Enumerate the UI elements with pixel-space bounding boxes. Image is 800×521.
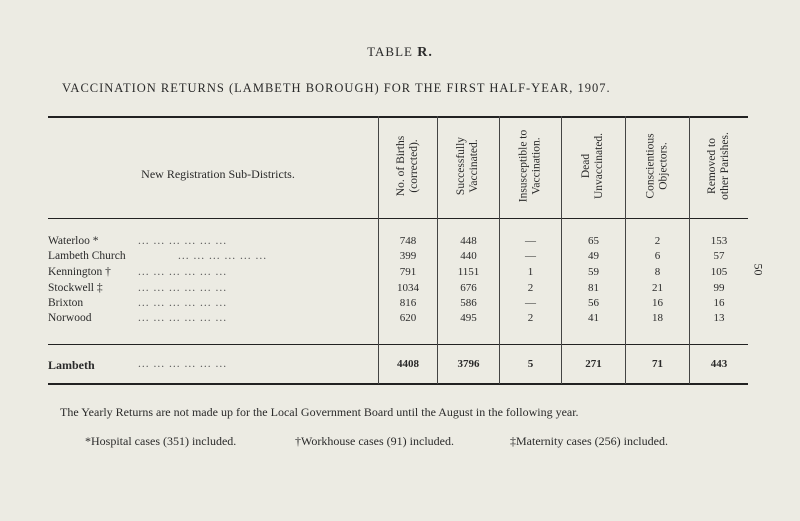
column-header-objectors [626,116,689,216]
column-header-text: Successfully Vaccinated. [455,136,481,196]
leader-dots: ... ... ... ... ... ... [138,282,228,294]
total-name: Lambeth [48,358,95,372]
leader-dots: ... ... ... ... ... ... [138,297,228,309]
cell-dead: 49 [588,250,599,262]
header-bottom-rule [48,218,748,219]
cell-dead: 59 [588,266,599,278]
cell-births: 399 [399,250,417,262]
column-header-births [379,116,437,216]
table-row [48,282,748,296]
cell-objectors: 16 [652,297,663,309]
district-header: New Registration Sub-Districts. [141,167,295,181]
cell-insusceptible: — [525,250,536,262]
total-top-rule [48,344,748,345]
cell-dead: 41 [588,312,599,324]
table-row [48,250,748,264]
total-vaccinated: 3796 [457,358,480,370]
column-header-insusceptible [500,116,561,216]
column-header-dead [562,116,625,216]
leader-dots: ... ... ... ... ... ... [138,266,228,278]
cell-vaccinated: 495 [460,312,477,324]
column-header-text: No. of Births (corrected). [395,135,420,197]
column-header-text: Removed to other Parishes. [706,132,731,200]
district-name: Stockwell ‡ [48,282,103,294]
page-number: 50 [751,263,766,276]
cell-removed: 153 [710,235,728,247]
cell-insusceptible: — [525,297,536,309]
cell-objectors: 21 [652,282,663,294]
total-removed: 443 [710,358,728,370]
table-row [48,235,748,249]
cell-removed: 57 [713,250,725,262]
hospital-footnote: *Hospital cases (351) included. [85,434,237,448]
cell-vaccinated: 448 [460,235,477,247]
table-row [48,297,748,311]
workhouse-footnote: †Workhouse cases (91) included. [295,434,454,448]
cell-dead: 65 [588,235,599,247]
cell-dead: 81 [588,282,599,294]
table-title [0,44,800,61]
cell-births: 620 [399,312,417,324]
district-name: Brixton [48,297,84,309]
cell-vaccinated: 586 [460,297,477,309]
cell-insusceptible: 2 [527,312,534,324]
district-name: Waterloo * [48,235,99,247]
column-header-text: Insusceptible to Vaccination. [517,129,543,203]
column-header-removed [690,116,748,216]
cell-vaccinated: 1151 [457,266,480,278]
cell-insusceptible: — [525,235,536,247]
leader-dots: ... ... ... ... ... ... [138,312,228,324]
cell-births: 816 [399,297,417,309]
cell-births: 748 [399,235,417,247]
leader-dots: ... ... ... ... ... ... [138,235,228,247]
total-objectors: 71 [652,358,663,370]
column-header-vaccinated [438,116,499,216]
cell-dead: 56 [588,297,599,309]
column-header-text: Conscientious Objectors. [644,133,670,199]
table-title-prefix: TABLE [367,44,413,59]
cell-objectors: 8 [654,266,661,278]
cell-objectors: 18 [652,312,663,324]
leader-dots: ... ... ... ... ... ... [138,358,228,370]
cell-removed: 13 [713,312,725,324]
total-dead: 271 [585,358,602,370]
cell-births: 791 [399,266,417,278]
maternity-footnote: ‡Maternity cases (256) included. [510,434,668,448]
table-subtitle: VACCINATION RETURNS (LAMBETH BOROUGH) FOR THE FIRST HALF-YEAR, 1907. [62,81,611,95]
total-births: 4408 [397,358,419,370]
table-row [48,312,748,326]
table-row [48,266,748,280]
cell-insusceptible: 2 [527,282,534,294]
cell-insusceptible: 1 [527,266,534,278]
cell-vaccinated: 440 [460,250,477,262]
leader-dots: ... ... ... ... ... ... [178,250,268,262]
cell-removed: 99 [713,282,725,294]
cell-objectors: 2 [654,235,661,247]
cell-births: 1034 [397,282,419,294]
column-header-text: Dead Unvaccinated. [580,132,606,200]
district-name: Kennington † [48,266,111,278]
total-row [48,358,748,376]
cell-vaccinated: 676 [460,282,477,294]
table-title-letter: R. [417,45,433,60]
cell-objectors: 6 [654,250,661,262]
total-insusceptible: 5 [527,358,534,370]
table-bottom-rule [48,383,748,385]
cell-removed: 105 [710,266,728,278]
district-name: Norwood [48,312,92,324]
cell-removed: 16 [713,297,725,309]
district-name: Lambeth Church [48,250,126,262]
yearly-returns-note: The Yearly Returns are not made up for the Local Government Board until the August in the following year. [60,405,579,419]
